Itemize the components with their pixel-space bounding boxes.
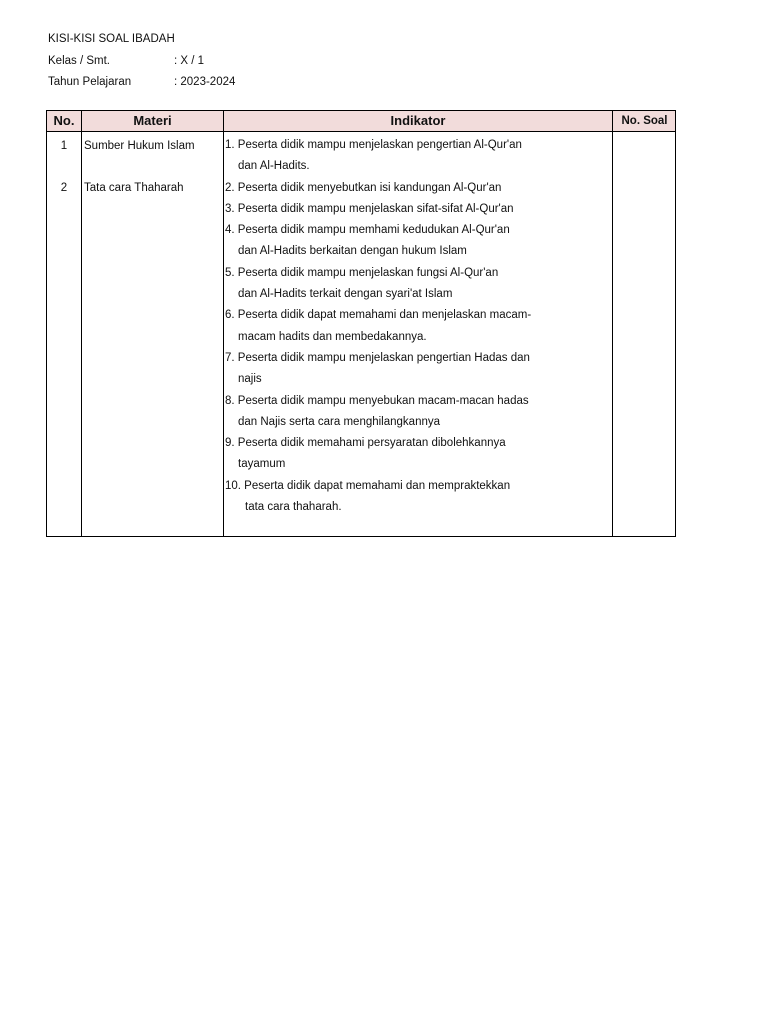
indikator-text: 4. Peserta didik mampu memhami kedudukan Al-Qur'an (225, 224, 510, 237)
column-divider (81, 111, 82, 536)
indikator-item (225, 479, 610, 522)
indikator-item (225, 138, 610, 181)
document-title: KISI-KISI SOAL IBADAH (48, 33, 175, 45)
indikator-item (225, 181, 610, 202)
indikator-text-continued: dan Al-Hadits berkaitan dengan hukum Islam (238, 245, 467, 258)
tahun-value: : 2023-2024 (174, 76, 236, 88)
row-materi: Sumber Hukum Islam (84, 140, 195, 152)
indikator-text: 1. Peserta didik mampu menjelaskan pengertian Al-Qur'an (225, 139, 522, 151)
indikator-item (225, 351, 610, 394)
indikator-text-continued: tata cara thaharah. (245, 501, 342, 514)
indikator-item (225, 223, 610, 266)
indikator-text: 6. Peserta didik dapat memahami dan menjelaskan macam- (225, 309, 532, 322)
row-number: 1 (60, 140, 68, 152)
indikator-text: 2. Peserta didik menyebutkan isi kandungan Al-Qur'an (225, 181, 502, 194)
indikator-list (225, 138, 610, 521)
header-no-soal: No. Soal (621, 115, 668, 127)
indikator-item (225, 202, 610, 223)
indikator-text: 3. Peserta didik mampu menjelaskan sifat-sifat Al-Qur'an (225, 202, 514, 215)
indikator-text-continued: tayamum (238, 458, 286, 471)
header-materi: Materi (133, 113, 172, 128)
header-indikator: Indikator (390, 113, 446, 128)
indikator-text-continued: dan Al-Hadits. (238, 160, 310, 173)
indikator-text-continued: dan Najis serta cara menghilangkannya (238, 415, 441, 428)
indikator-item (225, 394, 610, 437)
no-soal-cell (613, 132, 676, 537)
indikator-text-continued: najis (238, 373, 262, 386)
header-no: No. (53, 113, 75, 128)
row-number: 2 (60, 182, 68, 194)
kisi-kisi-table (46, 110, 676, 537)
indikator-text: 9. Peserta didik memahami persyaratan dibolehkannya (225, 437, 506, 450)
kelas-row (48, 54, 235, 76)
kelas-value: : X / 1 (174, 54, 205, 67)
tahun-label: Tahun Pelajaran (48, 76, 132, 88)
indikator-item (225, 308, 610, 351)
tahun-row (48, 75, 235, 97)
indikator-text: 8. Peserta didik mampu menyebukan macam-macan hadas (225, 394, 529, 407)
row-materi: Tata cara Thaharah (84, 182, 184, 194)
kelas-label: Kelas / Smt. (48, 54, 110, 67)
indikator-text: 5. Peserta didik mampu menjelaskan fungsi Al-Qur'an (225, 266, 499, 279)
indikator-text: 7. Peserta didik mampu menjelaskan pengertian Hadas dan (225, 351, 530, 364)
indikator-text: 10. Peserta didik dapat memahami dan mempraktekkan (225, 479, 511, 492)
column-divider (223, 111, 224, 536)
indikator-item (225, 266, 610, 309)
indikator-text-continued: dan Al-Hadits terkait dengan syari'at Islam (238, 288, 453, 301)
indikator-item (225, 436, 610, 479)
indikator-text-continued: macam hadits dan membedakannya. (238, 330, 427, 343)
document-header (48, 32, 235, 97)
